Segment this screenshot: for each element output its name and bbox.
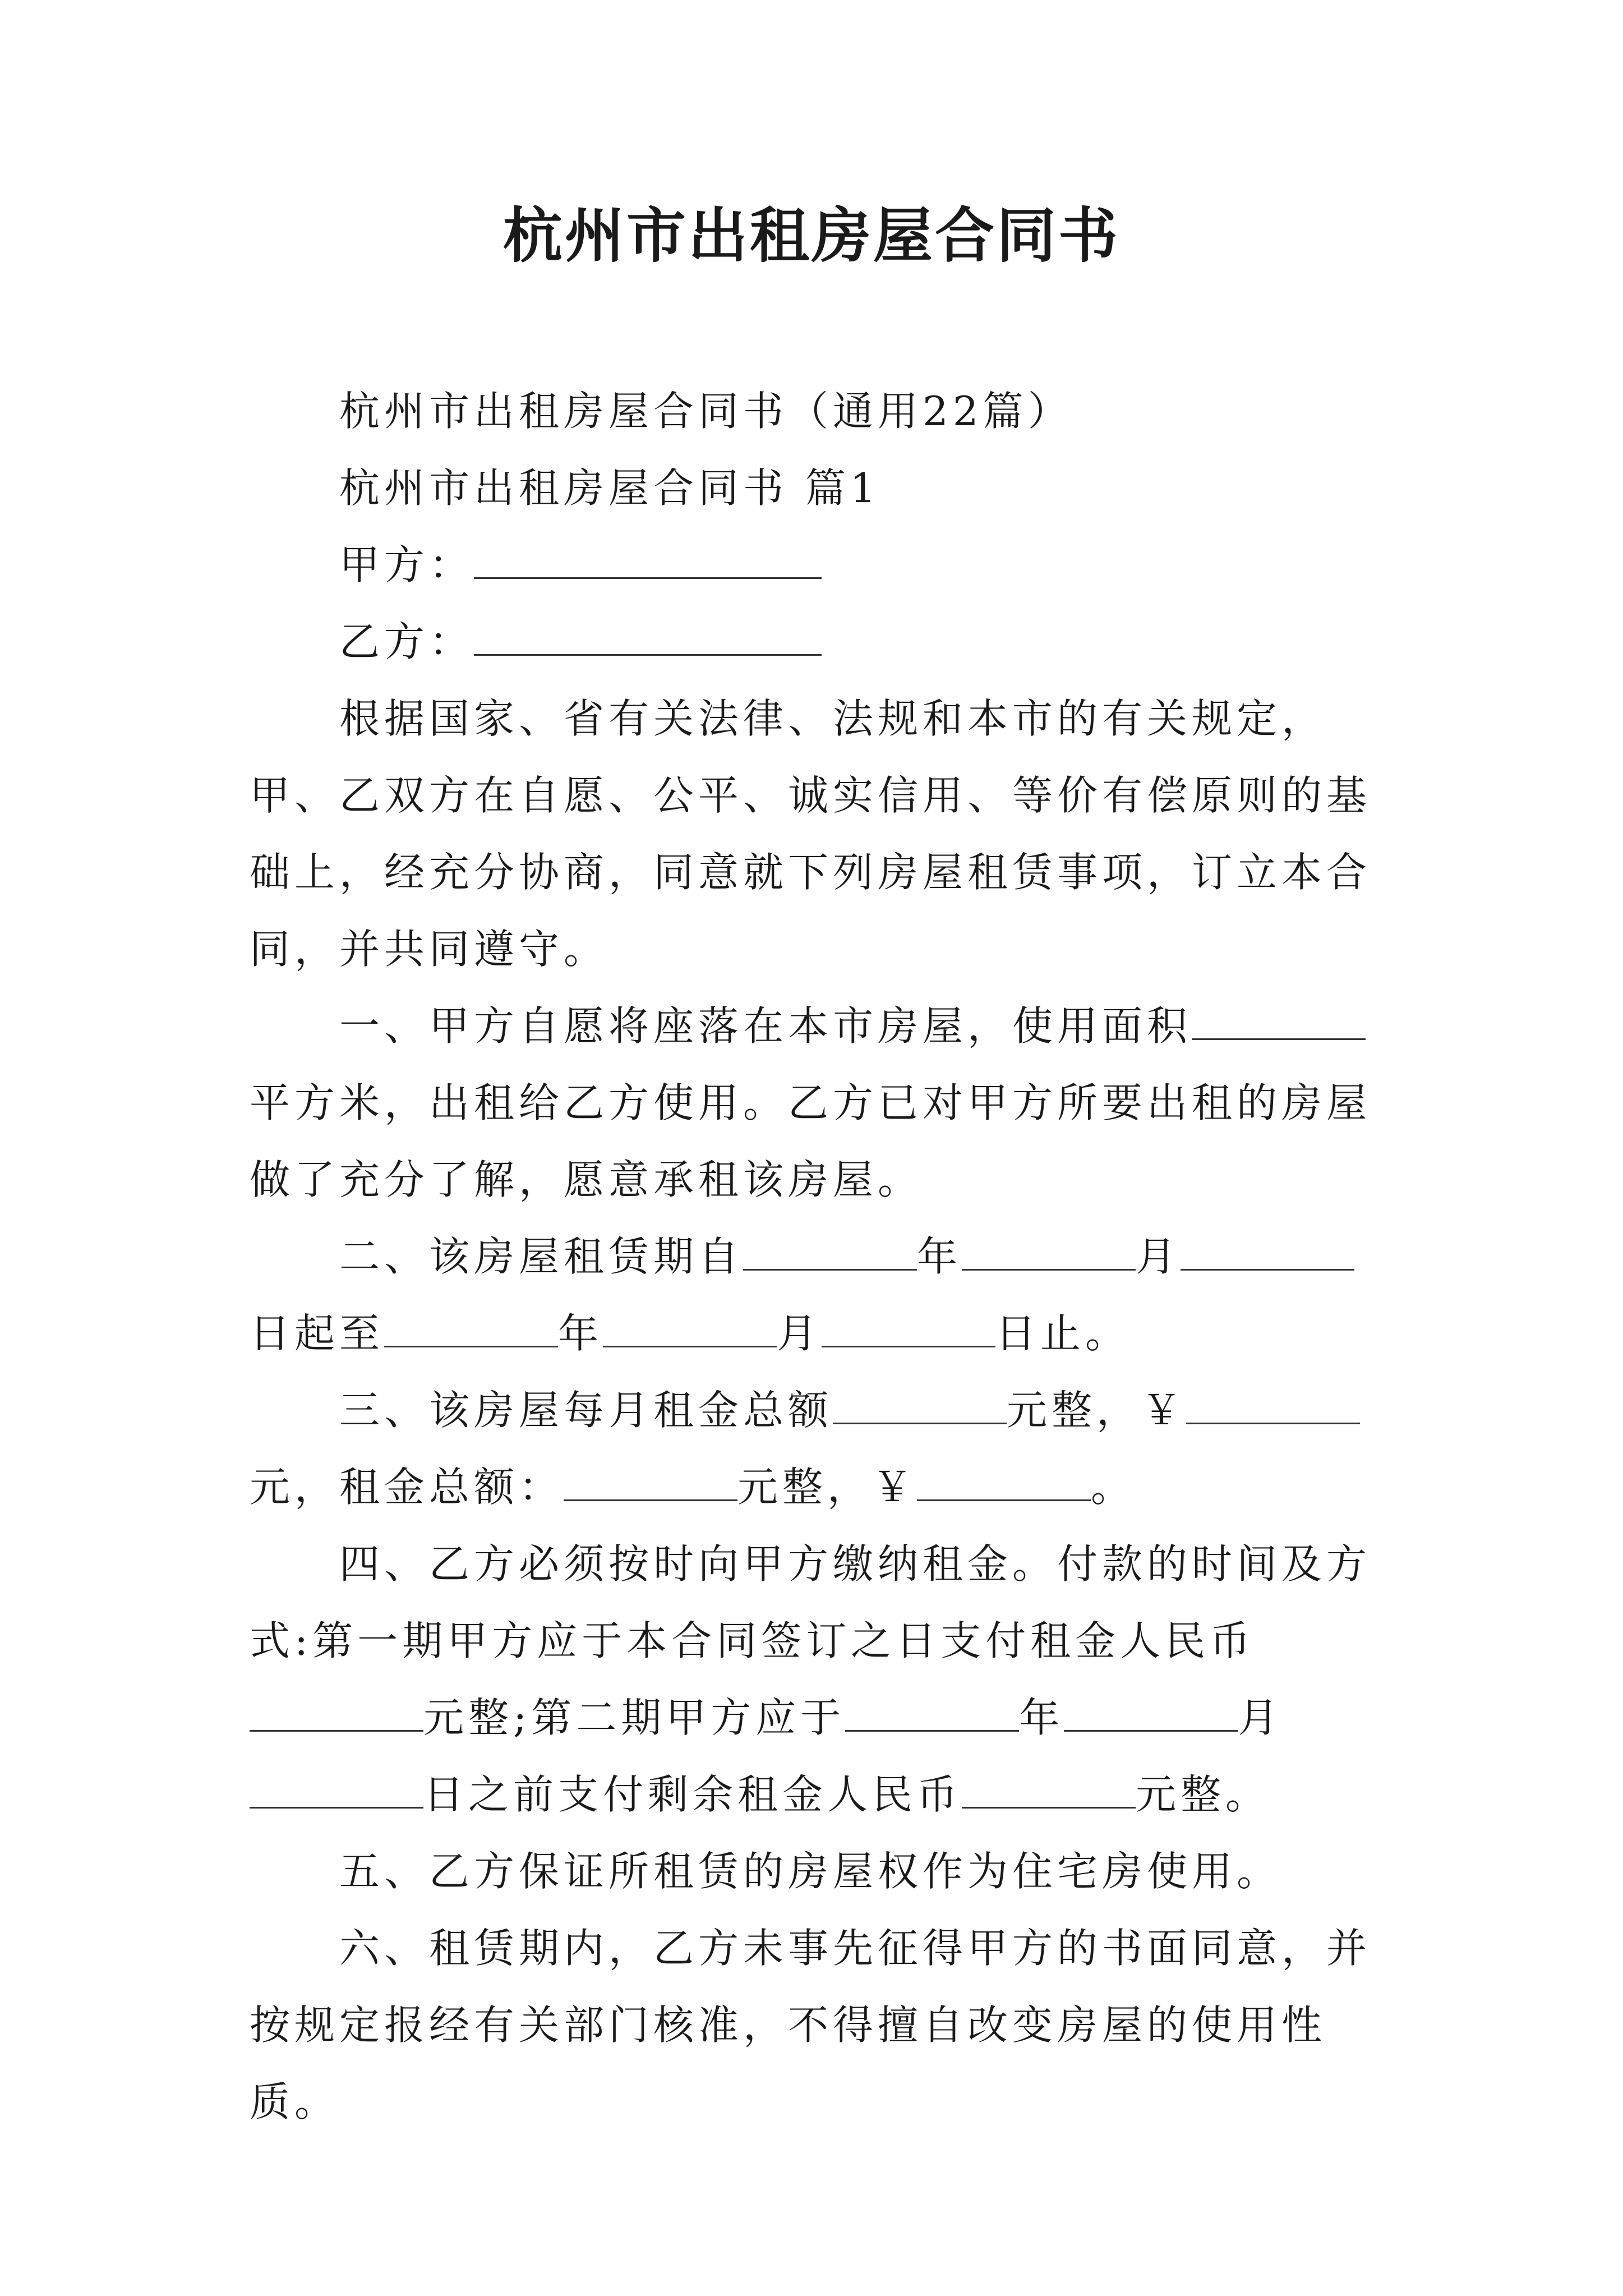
clause-4-text-d: 月 (1238, 1694, 1283, 1741)
remaining-rent-blank (962, 1773, 1136, 1809)
document-title: 杭州市出租房屋合同书 (503, 200, 1120, 270)
second-payment-month-blank (1064, 1696, 1238, 1732)
party-a-line (250, 527, 1399, 604)
clause-6: 六、租赁期内，乙方未事先征得甲方的书面同意，并按规定报经有关部门核准，不得擅自改变房屋的使用性质。 (250, 1925, 1372, 2125)
clause-2-text-e: 年 (558, 1310, 603, 1357)
clause-4-text-b: 元整;第二期甲方应于 (423, 1694, 846, 1741)
clause-4-text-a: 四、乙方必须按时向甲方缴纳租金。付款的时间及方式:第一期甲方应于本合同签订之日支付租金人民币 (250, 1540, 1372, 1664)
total-rent-words-blank (564, 1466, 737, 1501)
first-payment-blank (250, 1696, 423, 1732)
party-b-blank (474, 620, 822, 656)
clause-2-text-d: 日起至 (250, 1310, 385, 1357)
clause-2-text-c: 月 (1136, 1233, 1181, 1280)
clause-2-text-f: 月 (777, 1310, 822, 1357)
clause-3-text-e: 。 (1091, 1464, 1136, 1511)
clause-4-text-f: 元整。 (1136, 1771, 1271, 1818)
clause-3-text-c: 元，租金总额： (250, 1464, 564, 1511)
chapter-heading: 杭州市出租房屋合同书 篇1 (339, 464, 880, 512)
clause-5: 五、乙方保证所租赁的房屋权作为住宅房使用。 (339, 1848, 1282, 1895)
end-year-blank (384, 1312, 558, 1347)
intro-paragraph: 根据国家、省有关法律、法规和本市的有关规定，甲、乙双方在自愿、公平、诚实信用、等价有偿原则的基础上，经充分协商，同意就下列房屋租赁事项，订立本合同，并共同遵守。 (250, 695, 1372, 973)
monthly-rent-words-blank (833, 1389, 1007, 1424)
second-payment-day-blank (250, 1773, 423, 1809)
clause-1-text-b: 平方米，出租给乙方使用。乙方已对甲方所要出租的房屋做了充分了解，愿意承租该房屋。 (250, 1079, 1372, 1203)
party-a-blank (474, 544, 822, 579)
second-payment-year-blank (845, 1696, 1019, 1732)
clause-3-text-a: 三、该房屋每月租金总额 (339, 1387, 833, 1434)
end-month-blank (603, 1312, 777, 1347)
clause-1-text-a: 一、甲方自愿将座落在本市房屋，使用面积 (339, 1002, 1192, 1050)
end-day-blank (822, 1312, 995, 1347)
clause-1 (250, 988, 1399, 1218)
party-b-label: 乙方： (339, 618, 474, 665)
clause-3-text-b: 元整，￥ (1007, 1387, 1187, 1434)
subtitle-line: 杭州市出租房屋合同书（通用22篇） (339, 388, 1073, 435)
monthly-rent-figure-blank (1186, 1389, 1360, 1424)
clause-2 (250, 1218, 1399, 1372)
party-a-label: 甲方： (339, 541, 474, 588)
clause-3 (250, 1372, 1399, 1526)
start-month-blank (962, 1235, 1136, 1271)
clause-4-text-e: 日之前支付剩余租金人民币 (423, 1771, 962, 1818)
area-blank (1192, 1005, 1366, 1040)
clause-2-text-g: 日止。 (995, 1310, 1131, 1357)
start-year-blank (743, 1235, 917, 1271)
party-b-line (250, 604, 1399, 680)
clause-4-text-c: 年 (1019, 1694, 1064, 1741)
document-body (250, 373, 1399, 2141)
clause-2-text-a: 二、该房屋租赁期自 (339, 1233, 744, 1280)
start-day-blank (1181, 1235, 1354, 1271)
clause-3-text-d: 元整，￥ (737, 1464, 917, 1511)
total-rent-figure-blank (917, 1466, 1091, 1501)
clause-2-text-b: 年 (917, 1233, 962, 1280)
clause-4 (250, 1526, 1399, 1833)
